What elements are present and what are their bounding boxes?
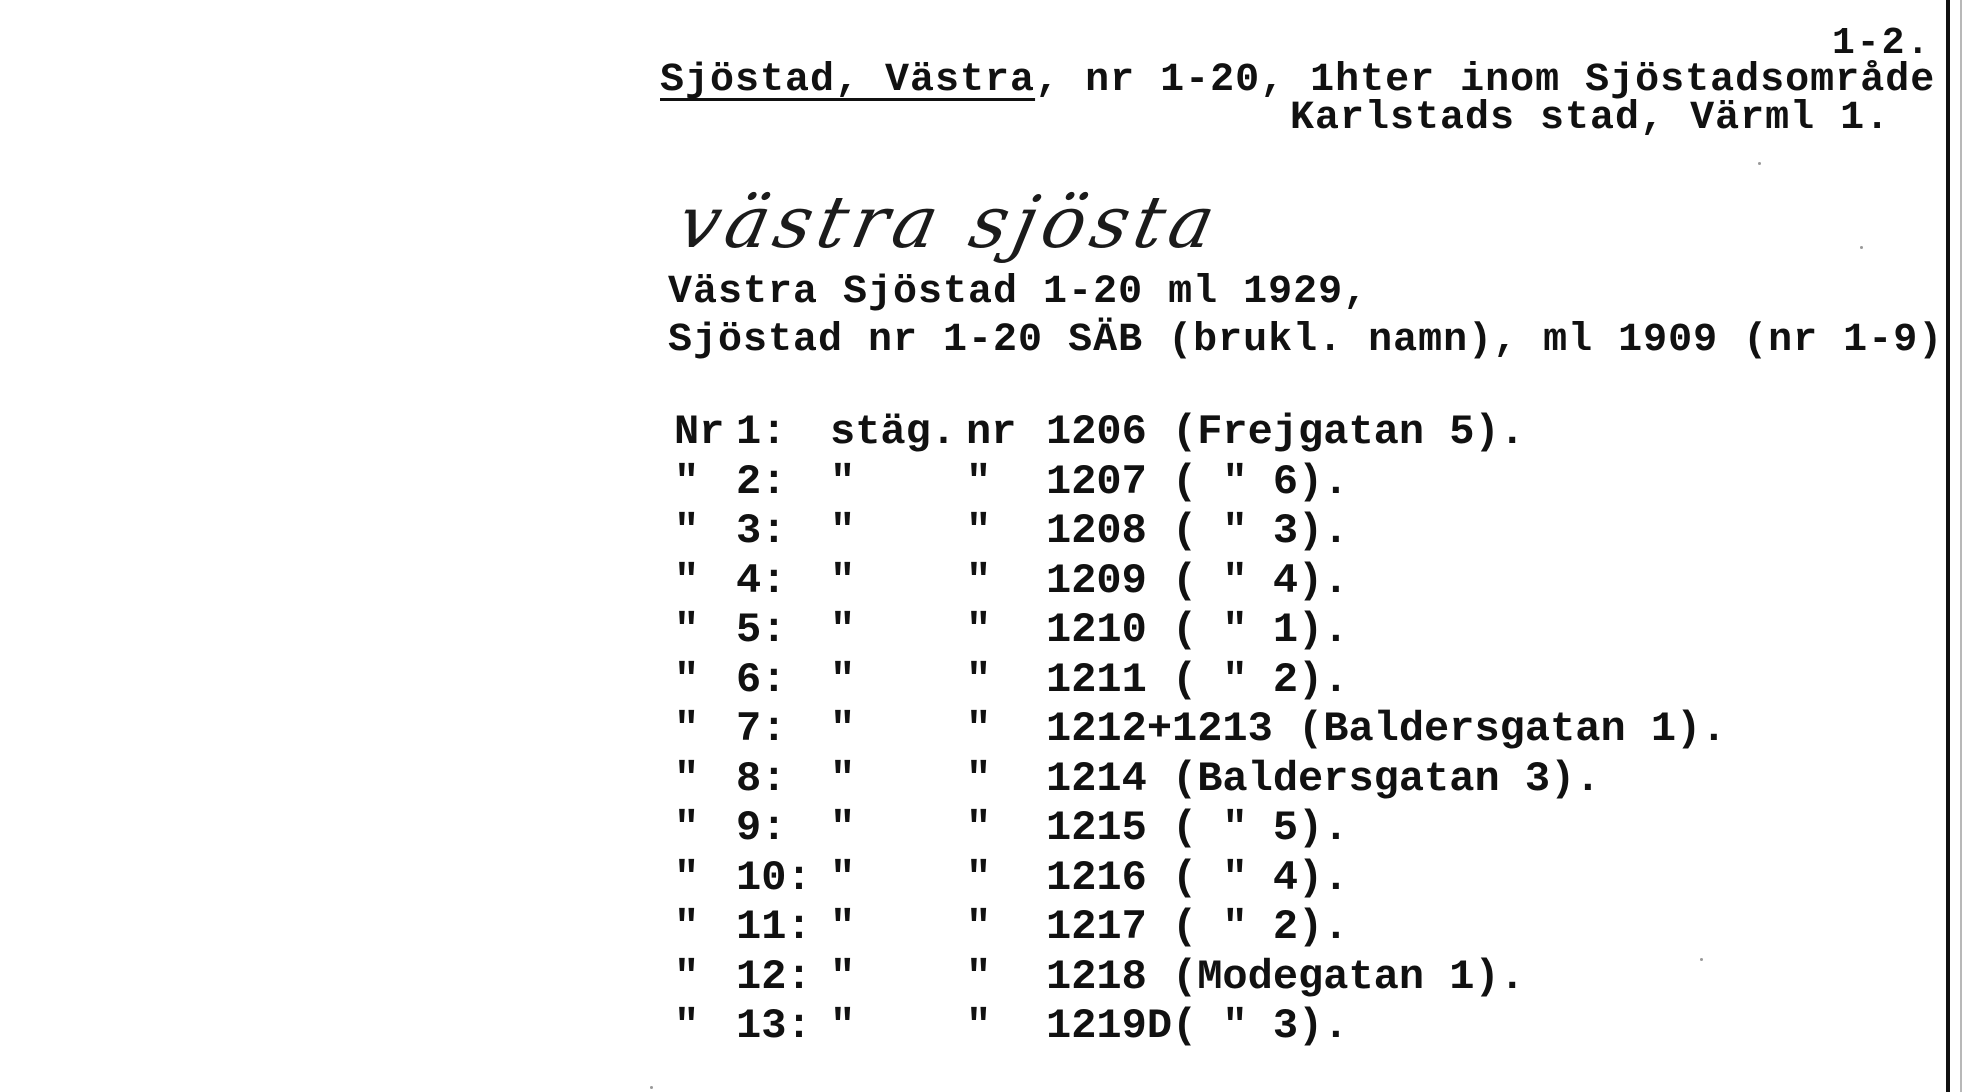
row-stag: " [830, 606, 856, 654]
row-stag: " [830, 952, 856, 1001]
paper-speck [1700, 958, 1703, 961]
row-number: 8: [736, 754, 787, 803]
handwritten-note: västra sjösta [671, 180, 1229, 264]
row-label: " [674, 853, 700, 902]
row-address: 1217 ( " 2). [1046, 903, 1349, 951]
row-address: 1215 ( " 5). [1046, 804, 1349, 852]
row-label: " [674, 754, 700, 803]
row-address: 1207 ( " 6). [1046, 457, 1349, 506]
row-label: " [674, 952, 700, 1001]
row-address: 1214 (Baldersgatan 3). [1046, 754, 1601, 803]
row-nr: " [966, 754, 992, 803]
page-number: 1-2. [1832, 22, 1932, 65]
row-nr: " [966, 606, 992, 654]
row-nr: " [966, 705, 992, 753]
row-label: " [674, 556, 700, 605]
row-number: 5: [736, 606, 787, 654]
row-address: 1210 ( " 1). [1046, 606, 1349, 654]
row-stag: " [830, 1002, 856, 1050]
row-number: 6: [736, 655, 787, 704]
row-number: 7: [736, 705, 787, 753]
row-stag: " [830, 804, 856, 852]
row-nr: nr [966, 408, 1017, 456]
row-number: 4: [736, 556, 787, 605]
row-address: 1208 ( " 3). [1046, 507, 1349, 555]
row-label: " [674, 606, 700, 654]
row-number: 12: [736, 952, 812, 1001]
row-stag: " [830, 903, 856, 951]
row-number: 1: [736, 408, 787, 456]
row-number: 13: [736, 1002, 812, 1050]
row-address: 1209 ( " 4). [1046, 556, 1349, 605]
header-location: Karlstads stad, Värml 1. [1290, 96, 1891, 141]
row-address: 1206 (Frejgatan 5). [1046, 408, 1525, 456]
row-nr: " [966, 457, 992, 506]
row-label: " [674, 457, 700, 506]
place-name: Sjöstad, Västra [660, 58, 1036, 103]
row-label: Nr [674, 408, 725, 456]
row-address: 1216 ( " 4). [1046, 853, 1349, 902]
row-number: 10: [736, 853, 812, 902]
info-line: Sjöstad nr 1-20 SÄB (brukl. namn), ml 1909 (nr 1-9) [668, 318, 1944, 363]
row-stag: " [830, 705, 856, 753]
row-stag: " [830, 655, 856, 704]
row-address: 1219D( " 3). [1046, 1002, 1349, 1050]
row-nr: " [966, 952, 992, 1001]
row-nr: " [966, 655, 992, 704]
row-label: " [674, 507, 700, 555]
row-label: " [674, 804, 700, 852]
row-stag: " [830, 853, 856, 902]
row-stag: " [830, 556, 856, 605]
row-number: 11: [736, 903, 812, 951]
row-label: " [674, 705, 700, 753]
row-stag: stäg. [830, 408, 957, 456]
row-stag: " [830, 754, 856, 803]
paper-speck [1860, 246, 1863, 249]
row-label: " [674, 655, 700, 704]
card-edge-line [1946, 0, 1950, 1092]
row-number: 3: [736, 507, 787, 555]
paper-speck [650, 1086, 653, 1089]
row-nr: " [966, 903, 992, 951]
row-number: 2: [736, 457, 787, 506]
header-rest: , nr 1-20, 1hter inom Sjöstadsområde [1035, 58, 1936, 103]
row-address: 1218 (Modegatan 1). [1046, 952, 1525, 1001]
row-nr: " [966, 1002, 992, 1050]
row-nr: " [966, 804, 992, 852]
row-number: 9: [736, 804, 787, 852]
row-address: 1211 ( " 2). [1046, 655, 1349, 704]
row-nr: " [966, 507, 992, 555]
row-label: " [674, 903, 700, 951]
paper-speck [1758, 162, 1761, 165]
info-line: Västra Sjöstad 1-20 ml 1929, [668, 270, 1369, 315]
row-label: " [674, 1002, 700, 1050]
row-address: 1212+1213 (Baldersgatan 1). [1046, 705, 1727, 753]
card-edge-shadow [1960, 0, 1962, 1092]
row-nr: " [966, 853, 992, 902]
row-stag: " [830, 507, 856, 555]
row-nr: " [966, 556, 992, 605]
row-stag: " [830, 457, 856, 506]
